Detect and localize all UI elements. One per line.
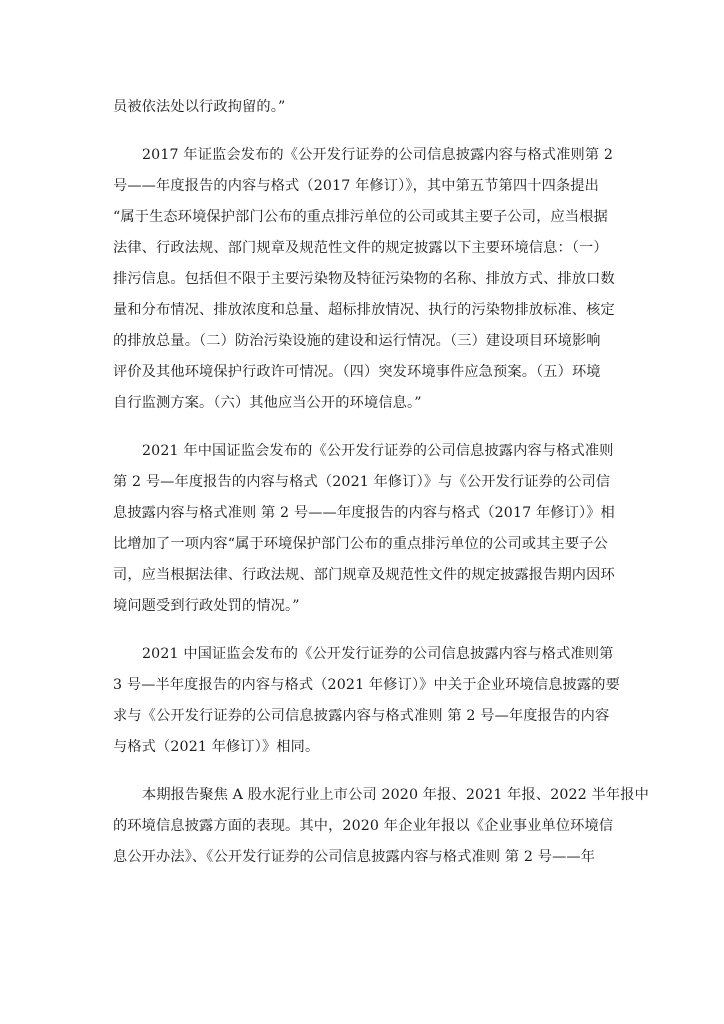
text-line: 境问题受到行政处罚的情况。” <box>113 598 300 614</box>
text-line: 员被依法处以行政拘留的。” <box>113 99 286 115</box>
text-line: 第 2 号—年度报告的内容与格式（2021 年修订）》与《公开发行证券的公司信 <box>113 474 611 490</box>
text-line: 息披露内容与格式准则 第 2 号——年度报告的内容与格式（2017 年修订）》相 <box>113 505 615 521</box>
paragraph <box>113 92 615 123</box>
paragraph <box>113 140 615 419</box>
paragraph <box>113 639 620 763</box>
text-line: 本期报告聚焦 A 股水泥行业上市公司 2020 年报、2021 年报、2022 半年报中 <box>142 787 649 803</box>
text-line: 息公开办法》、《公开发行证券的公司信息披露内容与格式准则 第 2 号——年 <box>113 849 596 865</box>
paragraph <box>113 780 649 873</box>
paragraph <box>113 436 615 622</box>
text-line: 求与《公开发行证券的公司信息披露内容与格式准则 第 2 号—年度报告的内容 <box>113 708 610 724</box>
text-line: 与格式（2021 年修订）》相同。 <box>113 739 320 755</box>
text-line: 的排放总量。（二）防治污染设施的建设和运行情况。（三）建设项目环境影响 <box>113 333 601 349</box>
text-line: 比增加了一项内容“属于环境保护部门公布的重点排污单位的公司或其主要子公 <box>113 536 608 552</box>
text-line: 自行监测方案。（六）其他应当公开的环境信息。” <box>113 395 422 411</box>
text-line: 2017 年证监会发布的《公开发行证券的公司信息披露内容与格式准则第 2 <box>142 147 613 163</box>
document-body <box>113 92 649 873</box>
text-line: 2021 年中国证监会发布的《公开发行证券的公司信息披露内容与格式准则 <box>142 443 614 459</box>
text-line: 法律、行政法规、部门规章及规范性文件的规定披露以下主要环境信息：（一） <box>113 240 608 256</box>
text-line: 的环境信息披露方面的表现。其中，2020 年企业年报以《企业事业单位环境信 <box>113 818 614 834</box>
text-line: 3 号—半年度报告的内容与格式（2021 年修订）》中关于企业环境信息披露的要 <box>113 677 620 693</box>
text-line: 评价及其他环境保护行政许可情况。（四）突发环境事件应急预案。（五）环境 <box>113 364 601 380</box>
paragraph-spacer <box>113 419 615 436</box>
text-line: 2021 中国证监会发布的《公开发行证券的公司信息披露内容与格式准则第 <box>142 646 614 662</box>
text-line: 司，应当根据法律、行政法规、部门规章及规范性文件的规定披露报告期内因环 <box>113 567 615 583</box>
text-line: 排污信息。包括但不限于主要污染物及特征污染物的名称、排放方式、排放口数 <box>113 271 615 287</box>
text-line: 号——年度报告的内容与格式（2017 年修订）》，其中第五节第四十四条提出 <box>113 178 599 194</box>
text-line: 量和分布情况、排放浓度和总量、超标排放情况、执行的污染物排放标准、核定 <box>113 302 615 318</box>
paragraph-spacer <box>113 763 615 780</box>
paragraph-spacer <box>113 123 615 140</box>
paragraph-spacer <box>113 622 615 639</box>
text-line: “属于生态环境保护部门公布的重点排污单位的公司或其主要子公司，应当根据 <box>113 209 608 225</box>
